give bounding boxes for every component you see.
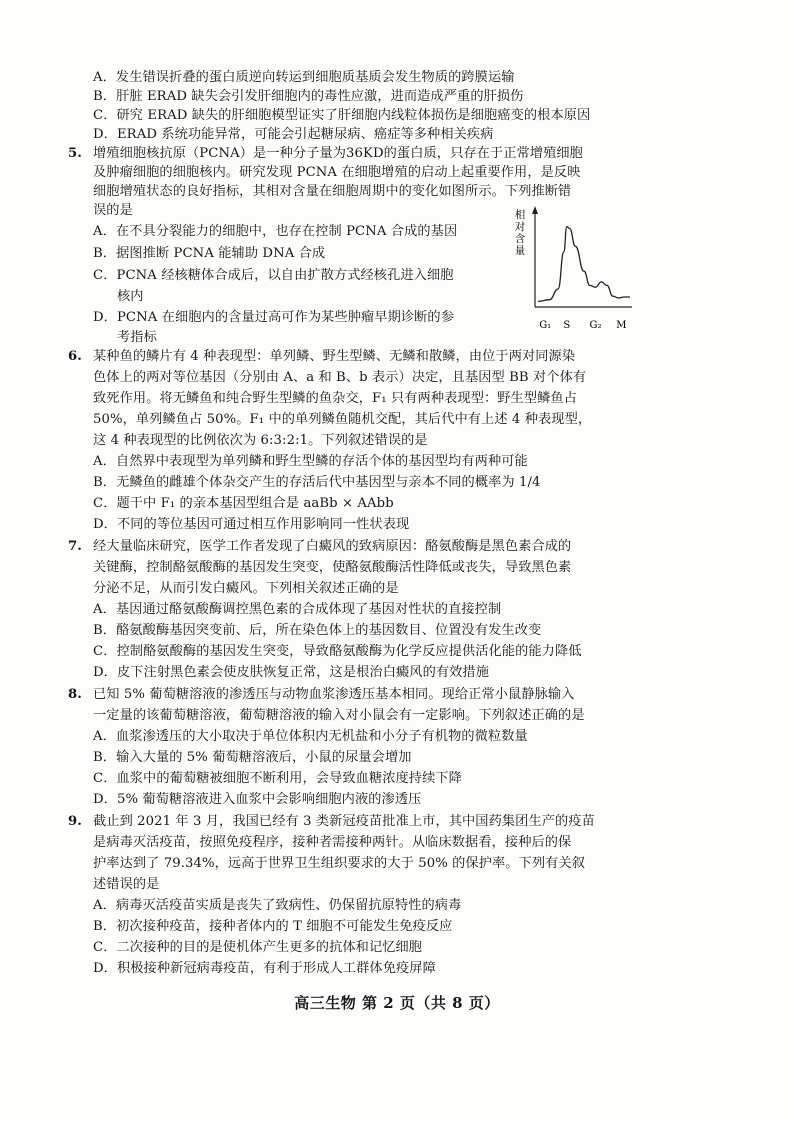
option-7b: B．酪氨酸酶基因突变前、后，所在染色体上的基因数目、位置没有发生改变	[93, 623, 542, 638]
option-7d: D．皮下注射黑色素会使皮肤恢复正常，这是根治白癜风的有效措施	[93, 665, 490, 680]
x-tick-label: G₂	[589, 320, 602, 331]
question-stem-line: 某种鱼的鳞片有 4 种表现型：单列鳞、野生型鳞、无鳞和散鳞，由位于两对同源染	[93, 349, 576, 364]
y-axis-label-char: 含	[514, 233, 526, 245]
question-stem-line: 经大量临床研究，医学工作者发现了白癜风的致病原因：酪氨酸酶是黑色素合成的	[93, 539, 572, 554]
option-9c: C．二次接种的目的是使机体产生更多的抗体和记忆细胞	[93, 940, 423, 955]
option-9d: D．积极接种新冠病毒疫苗，有利于形成人工群体免疫屏障	[93, 961, 436, 976]
option-6a: A．自然界中表现型为单列鳞和野生型鳞的存活个体的基因型均有两种可能	[93, 454, 528, 469]
option-5c-continued: 核内	[117, 289, 144, 304]
y-axis-label-char: 对	[514, 221, 526, 233]
option-8c: C．血浆中的葡萄糖被细胞不断利用，会导致血糖浓度持续下降	[93, 771, 462, 786]
option-4b: B．肝脏 ERAD 缺失会引发肝细胞内的毒性应激，进而造成严重的肝损伤	[93, 89, 524, 104]
option-4a: A．发生错误折叠的蛋白质逆向转运到细胞质基质会发生物质的跨膜运输	[93, 70, 515, 85]
option-6d: D．不同的等位基因可通过相互作用影响同一性状表现	[93, 517, 410, 532]
y-axis-arrow	[532, 206, 538, 214]
question-stem-line: 这 4 种表现型的比例依次为 6:3:2:1。下列叙述错误的是	[93, 433, 428, 448]
question-stem-line: 增殖细胞核抗原（PCNA）是一种分子量为36KD的蛋白质，只存在于正常增殖细胞	[93, 146, 583, 161]
question-stem-line: 截止到 2021 年 3 月，我国已经有 3 类新冠疫苗批准上市，其中国药集团生产的疫苗	[93, 814, 595, 829]
question-stem-line: 50%，单列鳞鱼占 50%。F₁ 中的单列鳞鱼随机交配，其后代中有上述 4 种表现型，	[93, 412, 592, 427]
option-4d: D．ERAD 系统功能异常，可能会引起糖尿病、癌症等多种相关疾病	[93, 127, 494, 142]
question-stem-line: 护率达到了 79.34%，远高于世界卫生组织要求的大于 50% 的保护率。下列有关叙	[93, 856, 585, 871]
option-9b: B．初次接种疫苗，接种者体内的 T 细胞不可能发生免疫反应	[93, 919, 453, 934]
pcna-chart	[506, 204, 636, 334]
option-6b: B．无鳞鱼的雌雄个体杂交产生的存活后代中基因型与亲本不同的概率为 1/4	[93, 475, 541, 490]
option-5d-continued: 考指标	[117, 330, 157, 345]
question-stem-line: 误的是	[93, 203, 133, 218]
option-5d: D．PCNA 在细胞内的含量过高可作为某些肿瘤早期诊断的参	[93, 310, 455, 325]
page-footer: 高三生物 第 2 页（共 8 页）	[294, 994, 500, 1012]
option-7a: A．基因通过酪氨酸酶调控黑色素的合成体现了基因对性状的直接控制	[93, 602, 502, 617]
pcna-curve	[538, 227, 630, 302]
option-9a: A．病毒灭活疫苗实质是丧失了致病性、仍保留抗原特性的病毒	[93, 898, 462, 913]
x-tick-label: S	[563, 320, 571, 331]
option-8b: B．输入大量的 5% 葡萄糖溶液后，小鼠的尿量会增加	[93, 750, 412, 765]
question-stem-line: 一定量的该葡萄糖溶液，葡萄糖溶液的输入对小鼠会有一定影响。下列叙述正确的是	[93, 708, 585, 723]
question-number: 6.	[68, 349, 82, 364]
option-4c: C．研究 ERAD 缺失的肝细胞模型证实了肝细胞内线粒体损伤是细胞癌变的根本原因	[93, 108, 591, 123]
option-6c: C．题干中 F₁ 的亲本基因型组合是 aaBb × AAbb	[93, 496, 394, 511]
question-stem-line: 致死作用。将无鳞鱼和纯合野生型鳞的鱼杂交，F₁ 只有两种表现型：野生型鳞鱼占	[93, 391, 577, 406]
y-axis-label	[515, 208, 526, 257]
question-stem-line: 已知 5% 葡萄糖溶液的渗透压与动物血浆渗透压基本相同。现给正常小鼠静脉输入	[93, 687, 575, 702]
y-axis-label-char: 相	[514, 209, 526, 221]
question-stem-line: 细胞增殖状态的良好指标，其相对含量在细胞周期中的变化如图所示。下列推断错	[93, 184, 572, 199]
option-8d: D．5% 葡萄糖溶液进入血浆中会影响细胞内液的渗透压	[93, 792, 422, 807]
option-5c: C．PCNA 经核糖体合成后，以自由扩散方式经核孔进入细胞	[93, 268, 454, 283]
option-5a: A．在不具分裂能力的细胞中，也存在控制 PCNA 合成的基因	[93, 224, 458, 239]
question-stem-line: 述错误的是	[93, 877, 160, 892]
x-tick-label: M	[616, 320, 627, 331]
option-8a: A．血浆渗透压的大小取决于单位体积内无机盐和小分子有机物的微粒数量	[93, 729, 528, 744]
question-number: 9.	[68, 814, 82, 829]
x-tick-label: G₁	[539, 320, 552, 331]
question-stem-line: 关键酶，控制酪氨酸酶的基因发生突变，使酪氨酸酶活性降低或丧失，导致黑色素	[93, 560, 572, 575]
y-axis-label-char: 量	[514, 245, 526, 257]
question-stem-line: 是病毒灭活疫苗，按照免疫程序，接种者需接种两针。从临床数据看，接种后的保	[93, 835, 572, 850]
question-number: 8.	[68, 687, 82, 702]
question-stem-line: 色体上的两对等位基因（分别由 A、a 和 B、b 表示）决定，且基因型 BB 对个体有	[93, 370, 587, 385]
question-stem-line: 及肿瘤细胞的细胞核内。研究发现 PCNA 在细胞增殖的启动上起重要作用，是反映	[93, 165, 581, 180]
question-number: 7.	[68, 539, 82, 554]
question-stem-line: 分泌不足，从而引发白癜风。下列相关叙述正确的是	[93, 581, 399, 596]
question-number: 5.	[68, 146, 82, 161]
option-7c: C．控制酪氨酸酶的基因发生突变，导致酪氨酸酶为化学反应提供活化能的能力降低	[93, 644, 582, 659]
x-axis-ticks	[539, 320, 626, 331]
option-5b: B．据图推断 PCNA 能辅助 DNA 合成	[93, 246, 326, 261]
